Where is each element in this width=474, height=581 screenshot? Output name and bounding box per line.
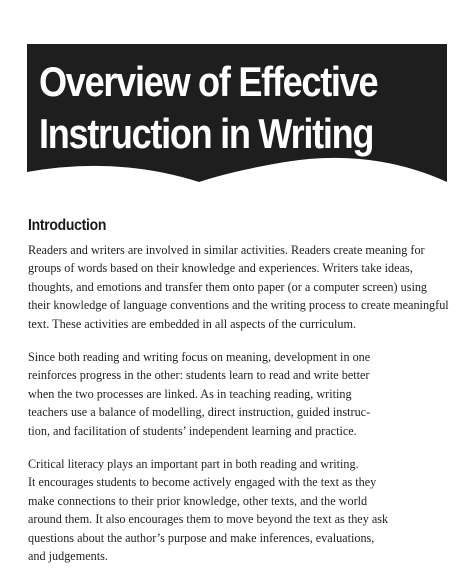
text-line: Since both reading and writing focus on meaning, development in one — [28, 350, 371, 365]
text-line: make connections to their prior knowledge, other texts, and the world — [28, 493, 368, 508]
title-banner — [27, 44, 447, 184]
title-line-2: Instruction in Writing — [39, 110, 374, 157]
section-heading: Introduction — [28, 217, 107, 234]
text-line: teachers use a balance of modelling, direct instruction, guided instruc- — [28, 405, 371, 420]
text-line: their knowledge of language conventions and the writing process to create meaningful — [28, 298, 449, 313]
paragraph-2 — [28, 348, 448, 440]
text-line: when the two processes are linked. As in teaching reading, writing — [28, 386, 352, 401]
text-line: questions about the author’s purpose and make inferences, evaluations, — [28, 530, 375, 545]
text-line: tion, and facilitation of students’ independent learning and practice. — [28, 423, 357, 438]
text-line: Readers and writers are involved in similar activities. Readers create meaning for — [28, 243, 425, 257]
text-line: text. These activities are embedded in all aspects of the curriculum. — [28, 316, 357, 331]
paragraph-3 — [28, 455, 448, 565]
article-body — [28, 216, 448, 581]
text-line: around them. It also encourages them to move beyond the text as they ask — [28, 512, 389, 527]
title-line-1: Overview of Effective — [39, 58, 378, 105]
text-line: groups of words based on their knowledge and experiences. Writers take ideas, — [28, 261, 413, 276]
text-line: reinforces progress in the other: students learn to read and write better — [28, 368, 370, 383]
paragraph-1 — [28, 241, 448, 333]
page-title — [39, 56, 383, 160]
text-line: Critical literacy plays an important part in both reading and writing. — [28, 457, 359, 472]
text-line: and judgements. — [28, 549, 108, 564]
text-line: thoughts, and emotions and transfer them onto paper (or a computer screen) using — [28, 279, 428, 294]
text-line: It encourages students to become actively engaged with the text as they — [28, 475, 377, 490]
